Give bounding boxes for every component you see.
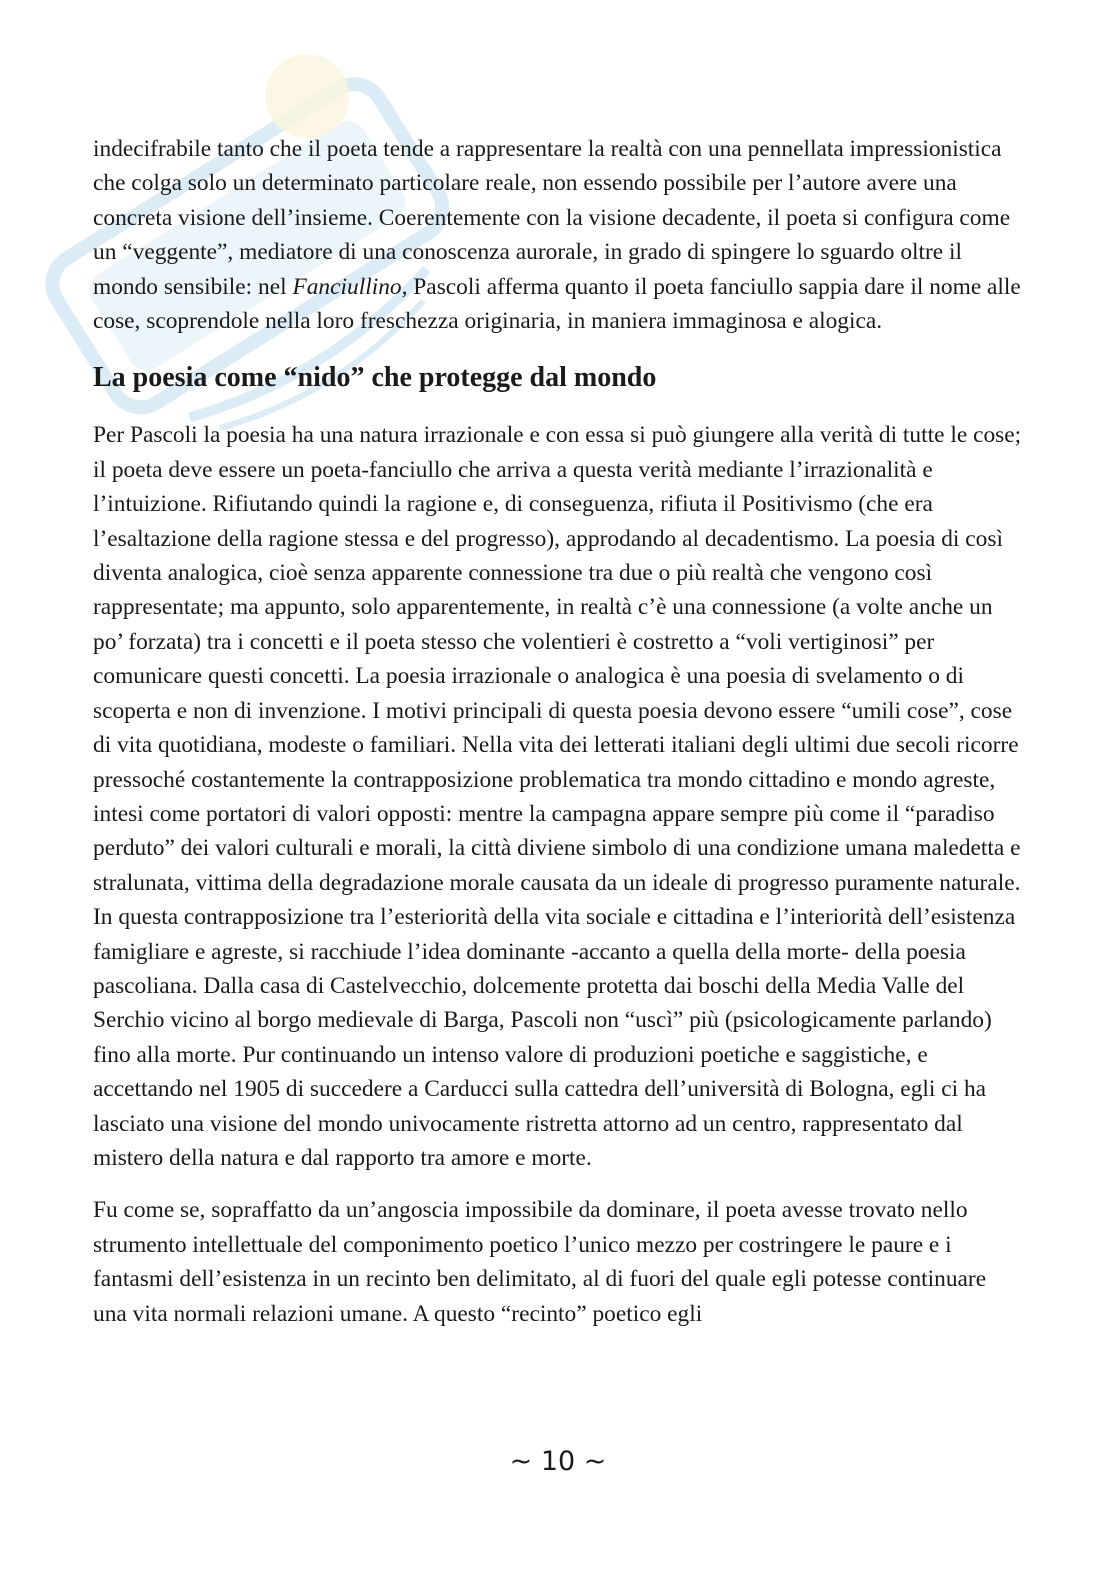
page-number: ~ 10 ~: [509, 1446, 607, 1477]
section-heading: La poesia come “nido” che protegge dal mondo: [93, 362, 657, 394]
intro-text-start: indecifrabile tanto che il poeta tende a rappresentare la realtà con una pennellata impressionistica che colga solo un determinato particolare reale, non essendo possibile per l’autore avere una concreta visione dell’insieme. Coerentemente con la visione decadente, il poeta si configura come un “veggente”, mediatore di una conoscenza aurorale, in grado di spingere lo sguardo oltre il mondo sensibile: nel: [93, 136, 1011, 300]
body-paragraph-1: Per Pascoli la poesia ha una natura irrazionale e con essa si può giungere alla verità di tutte le cose; il poeta deve essere un poeta-fanciullo che arriva a questa verità mediante l’irrazionalità e l’intuizione. Rifiutando quindi la ragione e, di conseguenza, rifiuta il Positivismo (che era l’esaltazione della ragione stessa e del progresso), approdando al decadentismo. La poesia di così diventa analogica, cioè senza apparente connessione tra due o più realtà che vengono così rappresentate; ma appunto, solo apparentemente, in realtà c’è una connessione (a volte anche un po’ forzata) tra i concetti e il poeta stesso che volentieri è costretto a “voli vertiginosi” per comunicare questi concetti. La poesia irrazionale o analogica è una poesia di svelamento o di scoperta e non di invenzione. I motivi principali di questa poesia devono essere “umili cose”, cose di vita quotidiana, modeste o familiari. Nella vita dei letterati italiani degli ultimi due secoli ricorre pressoché costantemente la contrapposizione problematica tra mondo cittadino e mondo agreste, intesi come portatori di valori opposti: mentre la campagna appare sempre più come il “paradiso perduto” dei valori culturali e morali, la città diviene simbolo di una condizione umana maledetta e stralunata, vittima della degradazione morale causata da un ideale di progresso puramente naturale. In questa contrapposizione tra l’esteriorità della vita sociale e cittadina e l’interiorità dell’esistenza famigliare e agreste, si racchiude l’idea dominante -accanto a quella della morte- della poesia pascoliana. Dalla casa di Castelvecchio, dolcemente protetta dai boschi della Media Valle del Serchio vicino al borgo medievale di Barga, Pascoli non “uscì” più (psicologicamente parlando) fino alla morte. Pur continuando un intenso valore di produzioni poetiche e saggistiche, e accettando nel 1905 di succedere a Carducci sulla cattedra dell’università di Bologna, egli ci ha lasciato una visione del mondo univocamente ristretta attorno ad un centro, rappresentato dal mistero della natura e dal rapporto tra amore e morte.: [93, 422, 1022, 1171]
body-paragraph-2: Fu come se, sopraffatto da un’angoscia impossibile da dominare, il poeta avesse trovato nello strumento intellettuale del componimento poetico l’unico mezzo per costringere le paure e i fantasmi dell’esistenza in un recinto ben delimitato, al di fuori del quale egli potesse continuare una vita normali relazioni umane. A questo “recinto” poetico egli: [93, 1197, 987, 1327]
intro-italic-title: Fanciullino,: [292, 273, 408, 300]
intro-paragraph: [93, 132, 1023, 338]
intro-text-end: Pascoli afferma quanto il poeta fanciullo sappia dare il nome alle cose, scoprendole nella loro freschezza originaria, in maniera immaginosa e alogica.: [93, 273, 1021, 335]
document-body: [93, 132, 1023, 1349]
